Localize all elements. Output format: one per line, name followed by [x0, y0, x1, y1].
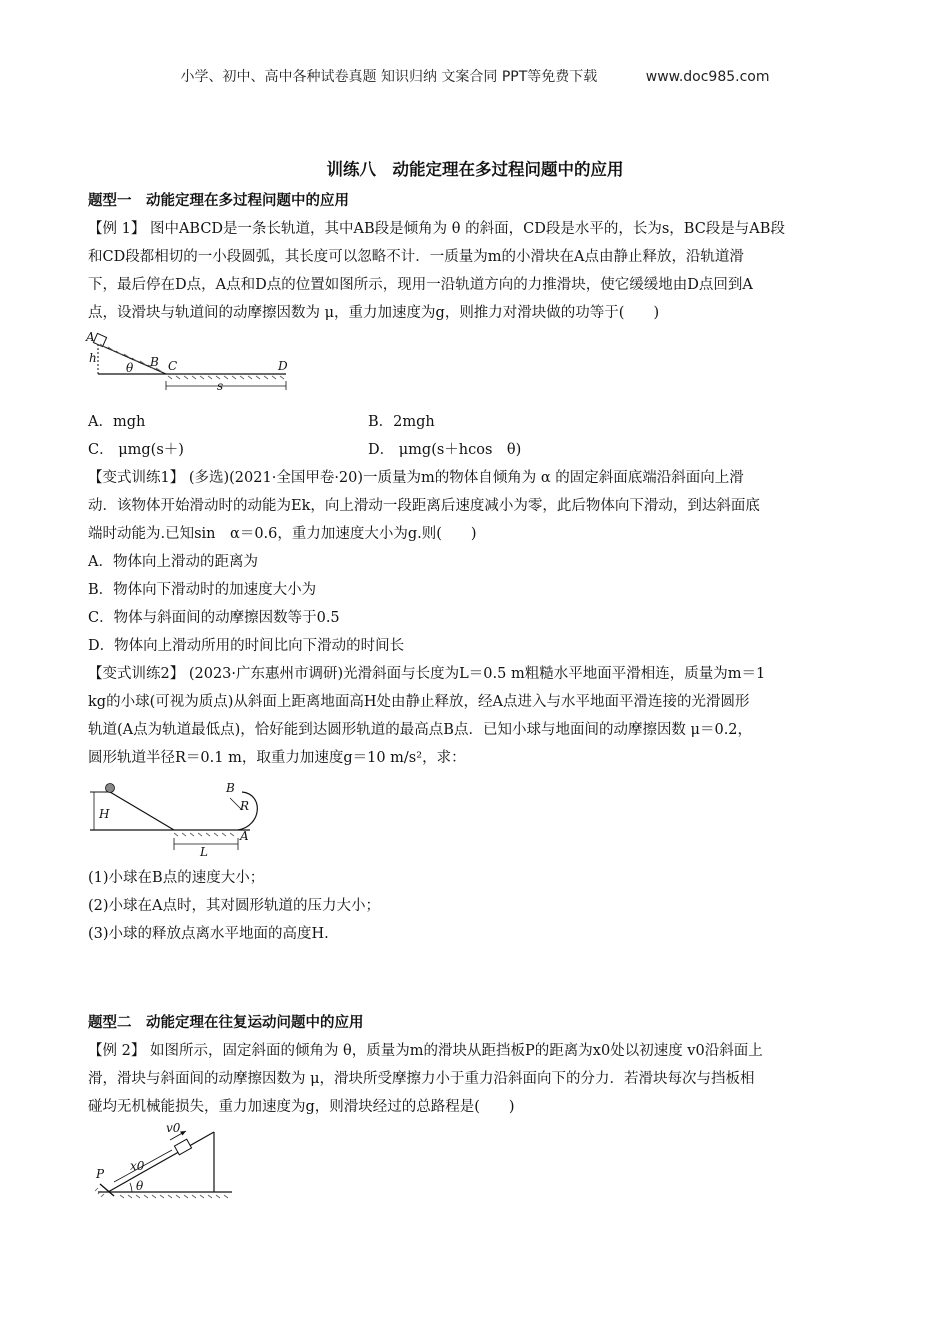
- example2-line-1: 【例 2】 如图所示，固定斜面的倾角为 θ，质量为m的滑块从距挡板P的距离为x0处以初速度 v0沿斜面上: [88, 1043, 763, 1059]
- variant2-line-2: kg的小球(可视为质点)从斜面上距离地面高H处由静止释放，经A点进入与水平地面平滑连接的光滑圆形: [88, 694, 750, 710]
- example1-option-b: B．2mgh: [368, 414, 435, 430]
- variant2-question-2: (2)小球在A点时，其对圆形轨道的压力大小；: [88, 898, 381, 914]
- label-R: R: [240, 799, 250, 813]
- variant2-line-4: 圆形轨道半径R＝0.1 m，取重力加速度g＝10 m/s²，求：: [88, 750, 466, 766]
- label-A: A: [86, 330, 95, 344]
- label-A2: A: [240, 829, 249, 843]
- example1-line-1: 【例 1】 图中ABCD是一条长轨道，其中AB段是倾角为 θ 的斜面，CD段是水平的，长为s，BC段是与AB段: [88, 221, 785, 237]
- page-header: [0, 66, 950, 86]
- label-B: B: [150, 355, 159, 369]
- label-h: h: [89, 351, 97, 365]
- example1-option-a: A．mgh: [88, 414, 146, 430]
- label-x0: x0: [130, 1159, 145, 1173]
- header-text: 小学、初中、高中各种试卷真题 知识归纳 文案合同 PPT等免费下载: [180, 69, 598, 85]
- variant1-option-c: C．物体与斜面间的动摩擦因数等于0.5: [88, 610, 340, 626]
- example1-figure: [86, 328, 296, 398]
- label-D: D: [278, 359, 288, 373]
- example1-option-c: C． μmg(s＋): [88, 442, 184, 458]
- example1-line-2: 和CD段都相切的一小段圆弧，其长度可以忽略不计．一质量为m的小滑块在A点由静止释放，沿轨道滑: [88, 249, 744, 265]
- label-L: L: [200, 845, 208, 859]
- label-H: H: [99, 807, 110, 821]
- example2-figure: [92, 1120, 237, 1202]
- header-site: www.doc985.com: [645, 69, 770, 85]
- example1-line-3: 下，最后停在D点，A点和D点的位置如图所示，现用一沿轨道方向的力推滑块，使它缓缓地由D点回到A: [88, 277, 753, 293]
- section1-heading: 题型一 动能定理在多过程问题中的应用: [88, 193, 349, 209]
- variant2-question-1: (1)小球在B点的速度大小；: [88, 870, 265, 886]
- variant2-line-1: 【变式训练2】 (2023·广东惠州市调研)光滑斜面与长度为L＝0.5 m粗糙水平地面平滑相连，质量为m＝1: [88, 666, 766, 682]
- label-theta: θ: [126, 361, 134, 375]
- label-B2: B: [226, 781, 235, 795]
- example2-line-2: 滑，滑块与斜面间的动摩擦因数为 μ，滑块所受摩擦力小于重力沿斜面向下的分力．若滑块每次与挡板相: [88, 1071, 755, 1087]
- label-C: C: [168, 359, 178, 373]
- section2-heading: 题型二 动能定理在往复运动问题中的应用: [88, 1015, 364, 1031]
- example2-line-3: 碰均无机械能损失，重力加速度为g，则滑块经过的总路程是( ): [88, 1099, 515, 1115]
- variant1-option-a: A．物体向上滑动的距离为: [88, 554, 258, 570]
- variant1-line-3: 端时动能为.已知sin α＝0.6，重力加速度大小为g.则( ): [88, 526, 477, 542]
- example1-option-d: D． μmg(s＋hcos θ): [368, 442, 522, 458]
- label-P: P: [96, 1167, 105, 1181]
- label-s: s: [217, 379, 224, 393]
- variant2-figure: [90, 780, 280, 862]
- variant1-line-1: 【变式训练1】 (多选)(2021·全国甲卷·20)一质量为m的物体自倾角为 α 的固定斜面底端沿斜面向上滑: [88, 470, 744, 486]
- example1-line-4: 点，设滑块与轨道间的动摩擦因数为 μ，重力加速度为g，则推力对滑块做的功等于( ): [88, 305, 660, 321]
- page-title: 训练八 动能定理在多过程问题中的应用: [326, 160, 624, 179]
- variant1-option-b: B．物体向下滑动时的加速度大小为: [88, 582, 317, 598]
- label-theta2: θ: [136, 1179, 144, 1193]
- label-v0: v0: [166, 1121, 181, 1135]
- variant1-line-2: 动．该物体开始滑动时的动能为Ek，向上滑动一段距离后速度减小为零，此后物体向下滑动，到达斜面底: [88, 498, 760, 514]
- variant1-option-d: D．物体向上滑动所用的时间比向下滑动的时间长: [88, 638, 405, 654]
- variant2-question-3: (3)小球的释放点离水平地面的高度H.: [88, 926, 329, 942]
- variant2-line-3: 轨道(A点为轨道最低点)，恰好能到达圆形轨道的最高点B点．已知小球与地面间的动摩擦因数 μ＝0.2，: [88, 722, 753, 738]
